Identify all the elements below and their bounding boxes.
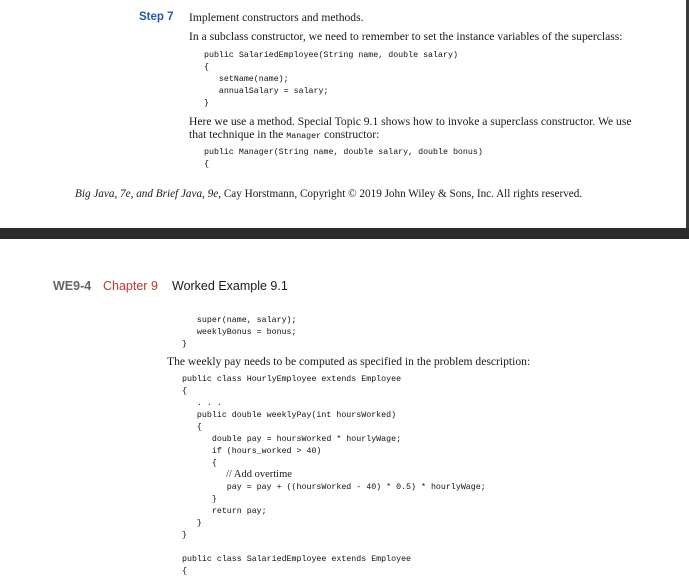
paragraph-1: In a subclass constructor, we need to remember to set the instance variables of the superclass:	[189, 30, 623, 43]
code-line	[182, 471, 212, 480]
paragraph-2: Here we use a method. Special Topic 9.1 shows how to invoke a superclass constructor. We use	[189, 115, 632, 128]
code-comment: // Add overtime	[226, 469, 292, 480]
page-code: WE9-4	[53, 279, 92, 293]
code-line: {	[204, 160, 209, 169]
code-line: double pay = hoursWorked * hourlyWage;	[182, 435, 402, 444]
code-line: }	[182, 519, 202, 528]
paragraph-2-line-2	[189, 128, 379, 141]
code-line: {	[182, 387, 187, 396]
running-title: Worked Example 9.1	[172, 279, 288, 293]
code-line: public Manager(String name, double salary, double bonus)	[204, 148, 483, 157]
code-line: }	[182, 340, 187, 349]
code-line: }	[204, 99, 209, 108]
code-line: public class SalariedEmployee extends Employee	[182, 555, 412, 564]
paragraph-3: The weekly pay needs to be computed as specified in the problem description:	[167, 355, 531, 368]
copyright-notice	[75, 188, 582, 200]
copyright-book-titles: Big Java, 7e, and Brief Java, 9e,	[75, 188, 222, 200]
para2-post: constructor:	[321, 128, 380, 141]
copyright-text: Cay Horstmann, Copyright © 2019 John Wiley & Sons, Inc. All rights reserved.	[221, 188, 583, 200]
code-line: {	[182, 459, 217, 468]
para2-pre: that technique in the	[189, 128, 287, 141]
code-line: {	[182, 423, 202, 432]
code-line: weeklyBonus = bonus;	[182, 328, 297, 337]
code-line: return pay;	[182, 507, 267, 516]
code-line: public SalariedEmployee(String name, double salary)	[204, 51, 458, 60]
code-line: }	[182, 531, 187, 540]
page-divider	[0, 228, 689, 239]
code-line: if (hours_worked > 40)	[182, 447, 322, 456]
inline-code: Manager	[286, 132, 322, 141]
code-line: {	[182, 567, 187, 576]
code-line: public class HourlyEmployee extends Employee	[182, 375, 402, 384]
step-text: Implement constructors and methods.	[189, 11, 364, 24]
code-line: annualSalary = salary;	[204, 87, 329, 96]
code-line: . . .	[182, 399, 222, 408]
step-label: Step 7	[139, 11, 174, 23]
code-line: {	[204, 63, 209, 72]
code-line: setName(name);	[204, 75, 289, 84]
code-line: public double weeklyPay(int hoursWorked)	[182, 411, 397, 420]
code-line: }	[182, 495, 217, 504]
code-line: super(name, salary);	[182, 316, 297, 325]
chapter-label: Chapter 9	[103, 279, 158, 293]
code-line: pay = pay + ((hoursWorked - 40) * 0.5) * hourlyWage;	[182, 483, 486, 492]
